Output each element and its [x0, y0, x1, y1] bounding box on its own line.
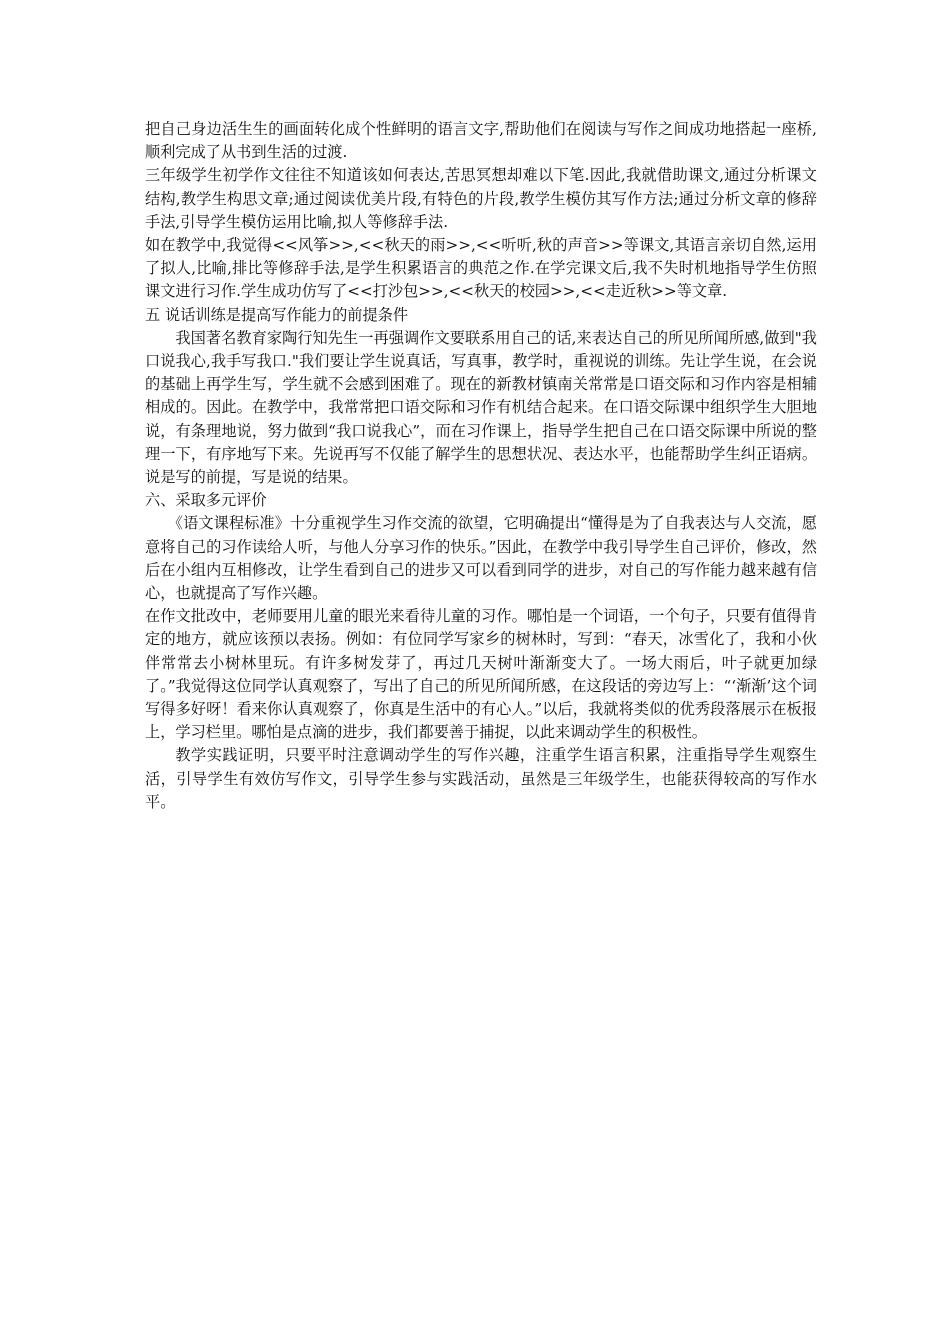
paragraph-example-lessons: 如在教学中,我觉得<<风筝>>,<<秋天的雨>>,<<听听,秋的声音>>等课文,其语言亲切自然,运用了拟人,比喻,排比等修辞手法,是学生积累语言的典范之作.在学完课文后,我不失时机地指导学生仿照课文进行习作.学生成功仿写了<<打沙包>>,<<秋天的校园>>,<<走近秋>>等文章.	[145, 236, 817, 301]
paragraph-bridge: 把自己身边活生生的画面转化成个性鲜明的语言文字,帮助他们在阅读与写作之间成功地搭起一座桥,顺利完成了从书到生活的过渡.	[145, 120, 817, 162]
paragraph-imitation-methods: 三年级学生初学作文往往不知道该如何表达,苦思冥想却难以下笔.因此,我就借助课文,通过分析课文结构,教学生构思文章;通过阅读优美片段,有特色的片段,教学生模仿其写作方法;通过分析文章的修辞手法,引导学生模仿运用比喻,拟人等修辞手法.	[145, 166, 817, 231]
paragraph-conclusion: 教学实践证明，只要平时注意调动学生的写作兴趣，注重学生语言积累，注重指导学生观察生活，引导学生有效仿写作文，引导学生参与实践活动，虽然是三年级学生，也能获得较高的写作水平。	[145, 746, 817, 811]
paragraph-correction-example: 在作文批改中，老师要用儿童的眼光来看待儿童的习作。哪怕是一个词语，一个句子，只要有值得肯定的地方，就应该预以表扬。例如：有位同学写家乡的树林时，写到：“春天，冰雪化了，我和小伙伴常常去小树林里玩。有许多树发芽了，再过几天树叶渐渐变大了。一场大雨后，叶子就更加绿了。”我觉得这位同学认真观察了，写出了自己的所见所闻所感，在这段话的旁边写上：“‘渐渐’这个词写得多好呀！看来你认真观察了，你真是生活中的有心人。”以后，我就将类似的优秀段落展示在板报上，学习栏里。哪怕是点滴的进步，我们都要善于捕捉，以此来调动学生的积极性。	[145, 607, 817, 742]
section-heading-six: 六、采取多元评价	[145, 491, 267, 510]
document-body	[145, 118, 817, 814]
section-heading-five: 五 说话训练是提高写作能力的前提条件	[145, 305, 409, 324]
paragraph-curriculum-standard: 《语文课程标准》十分重视学生习作交流的欲望，它明确提出“懂得是为了自我表达与人交流，愿意将自己的习作读给人听，与他人分享习作的快乐。”因此，在教学中我引导学生自己评价，修改，然后在小组内互相修改，让学生看到自己的进步又可以看到同学的进步，对自己的写作能力越来越有信心，也就提高了写作兴趣。	[145, 514, 817, 603]
paragraph-speaking-training: 我国著名教育家陶行知先生一再强调作文要联系用自己的话,来表达自己的所见所闻所感,做到"我口说我心,我手写我口."我们要让学生说真话，写真事，教学时，重视说的训练。先让学生说，在会说的基础上再学生写，学生就不会感到困难了。现在的新教材镇南关常常是口语交际和习作内容是相辅相成的。因此。在教学中，我常常把口语交际和习作有机结合起来。在口语交际课中组织学生大胆地说，有条理地说，努力做到“我口说我心”，而在习作课上，指导学生把自己在口语交际课中所说的整理一下，有序地写下来。先说再写不仅能了解学生的思想状况、表达水平，也能帮助学生纠正语病。说是写的前提，写是说的结果。	[145, 328, 817, 487]
